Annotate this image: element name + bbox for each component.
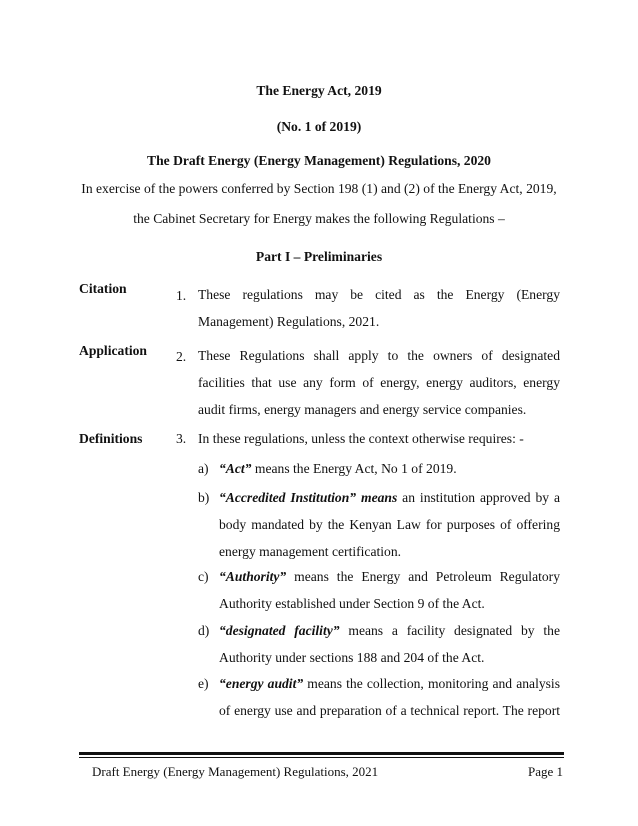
definition-term: “energy audit” [219, 676, 304, 691]
definition-item [219, 455, 560, 482]
side-note-citation: Citation [79, 281, 127, 296]
definition-term: “Authority” [219, 569, 287, 584]
definition-letter: c) [198, 569, 209, 584]
footer-rule-thin [79, 757, 564, 758]
definition-term: “Accredited Institution” means [219, 490, 398, 505]
preamble-line-2: the Cabinet Secretary for Energy makes the following Regulations – [133, 211, 505, 226]
section-number: 3. [176, 431, 187, 446]
definition-text: an institution approved by a body mandated by the Kenyan Law for purposes of offering energy management certification. [219, 490, 560, 559]
act-number: (No. 1 of 2019) [276, 119, 362, 134]
definition-text: means the Energy and Petroleum Regulatory Authority established under Section 9 of the Act. [219, 569, 560, 611]
definition-letter: d) [198, 623, 210, 638]
definition-letter: a) [198, 461, 209, 476]
section-number: 2. [176, 349, 187, 364]
side-note-definitions: Definitions [79, 431, 143, 446]
regulations-title: The Draft Energy (Energy Management) Regulations, 2020 [147, 153, 491, 168]
definition-text: means a facility designated by the Authority under sections 188 and 204 of the Act. [219, 623, 560, 665]
section-text-citation: These regulations may be cited as the Energy (Energy Management) Regulations, 2021. [198, 287, 560, 329]
page-number: Page 1 [527, 764, 563, 779]
definition-item [219, 617, 560, 671]
definition-term: “designated facility” [219, 623, 340, 638]
definition-term: “Act” [219, 461, 252, 476]
definition-item [219, 563, 560, 617]
footer-rule [79, 752, 564, 755]
section-text-definitions: In these regulations, unless the context otherwise requires: - [198, 431, 524, 446]
part-title: Part I – Preliminaries [255, 249, 383, 264]
section-number: 1. [176, 288, 187, 303]
definition-item [219, 670, 560, 724]
side-note-application: Application [79, 343, 147, 358]
definition-text: means the Energy Act, No 1 of 2019. [251, 461, 457, 476]
definition-letter: e) [198, 676, 209, 691]
definition-text: means the collection, monitoring and analysis of energy use and preparation of a technical report. The report [219, 676, 561, 718]
section-text-application: These Regulations shall apply to the owners of designated facilities that use any form of energy, energy auditors, energy audit firms, energy managers and energy service companies. [198, 348, 560, 417]
preamble-line-1: In exercise of the powers conferred by Section 198 (1) and (2) of the Energy Act, 2019, [81, 181, 557, 196]
footer-title: Draft Energy (Energy Management) Regulations, 2021 [92, 764, 379, 779]
act-title: The Energy Act, 2019 [256, 83, 382, 98]
definition-item [219, 484, 560, 565]
definition-letter: b) [198, 490, 210, 505]
